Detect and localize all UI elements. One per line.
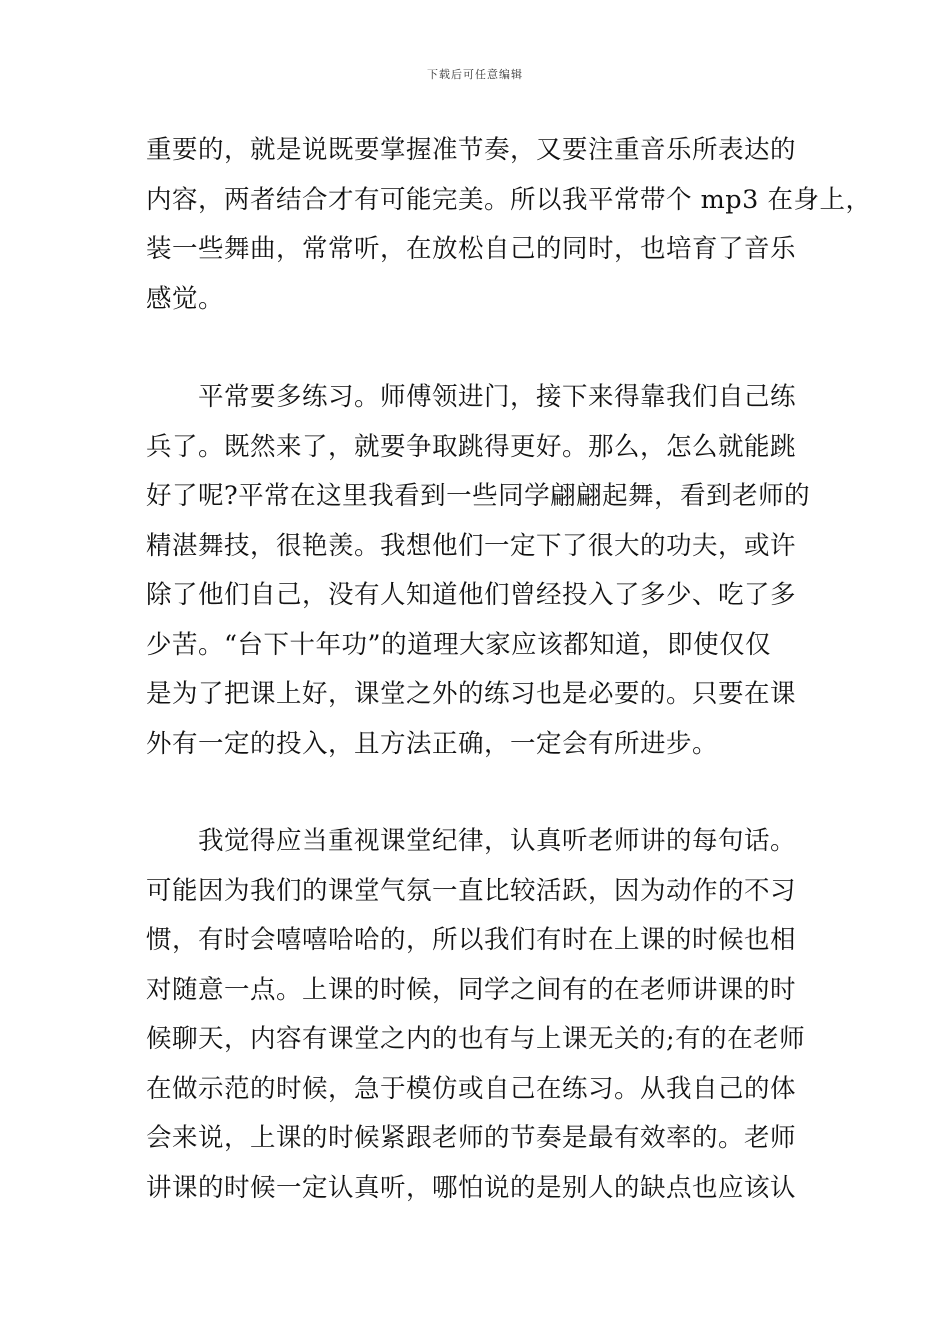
text-line: 外有一定的投入，且方法正确，一定会有所进步。 — [146, 728, 719, 759]
text-line: 除了他们自己，没有人知道他们曾经投入了多少、吃了多 — [146, 580, 797, 610]
text-line: 我觉得应当重视课堂纪律，认真听老师讲的每句话。 — [146, 826, 797, 856]
text-line: 对随意一点。上课的时候，同学之间有的在老师讲课的时 — [146, 974, 797, 1005]
text-line: 在做示范的时候，急于模仿或自己在练习。从我自己的体 — [146, 1073, 797, 1104]
paragraph-2 — [146, 373, 811, 769]
text-line: 候聊天，内容有课堂之内的也有与上课无关的;有的在老师 — [146, 1024, 806, 1054]
page-header: 下载后可任意编辑 — [427, 68, 523, 81]
text-line: 惯，有时会嘻嘻哈哈的，所以我们有时在上课的时候也相 — [146, 925, 797, 955]
text-line: 内容，两者结合才有可能完美。所以我平常带个 mp3 在身上， — [146, 184, 872, 215]
text-line: 会来说，上课的时候紧跟老师的节奏是最有效率的。老师 — [146, 1123, 797, 1153]
text-line: 装一些舞曲，常常听，在放松自己的同时，也培育了音乐 — [146, 234, 797, 264]
text-line: 少苦。“台下十年功”的道理大家应该都知道，即使仅仅 — [146, 629, 772, 660]
text-line: 精湛舞技，很艳羡。我想他们一定下了很大的功夫，或许 — [146, 530, 797, 561]
text-line: 重要的，就是说既要掌握准节奏，又要注重音乐所表达的 — [146, 135, 797, 165]
paragraph-1 — [146, 126, 872, 324]
text-line: 是为了把课上好，课堂之外的练习也是必要的。只要在课 — [146, 679, 797, 709]
text-line: 讲课的时候一定认真听，哪怕说的是别人的缺点也应该认 — [146, 1172, 797, 1203]
text-line: 可能因为我们的课堂气氛一直比较活跃，因为动作的不习 — [146, 875, 797, 906]
paragraph-3 — [146, 817, 811, 1213]
text-line: 好了呢?平常在这里我看到一些同学翩翩起舞，看到老师的 — [146, 481, 811, 511]
text-line: 兵了。既然来了，就要争取跳得更好。那么，怎么就能跳 — [146, 431, 797, 462]
text-line: 平常要多练习。师傅领进门，接下来得靠我们自己练 — [146, 382, 797, 412]
text-line: 感觉。 — [146, 283, 225, 314]
